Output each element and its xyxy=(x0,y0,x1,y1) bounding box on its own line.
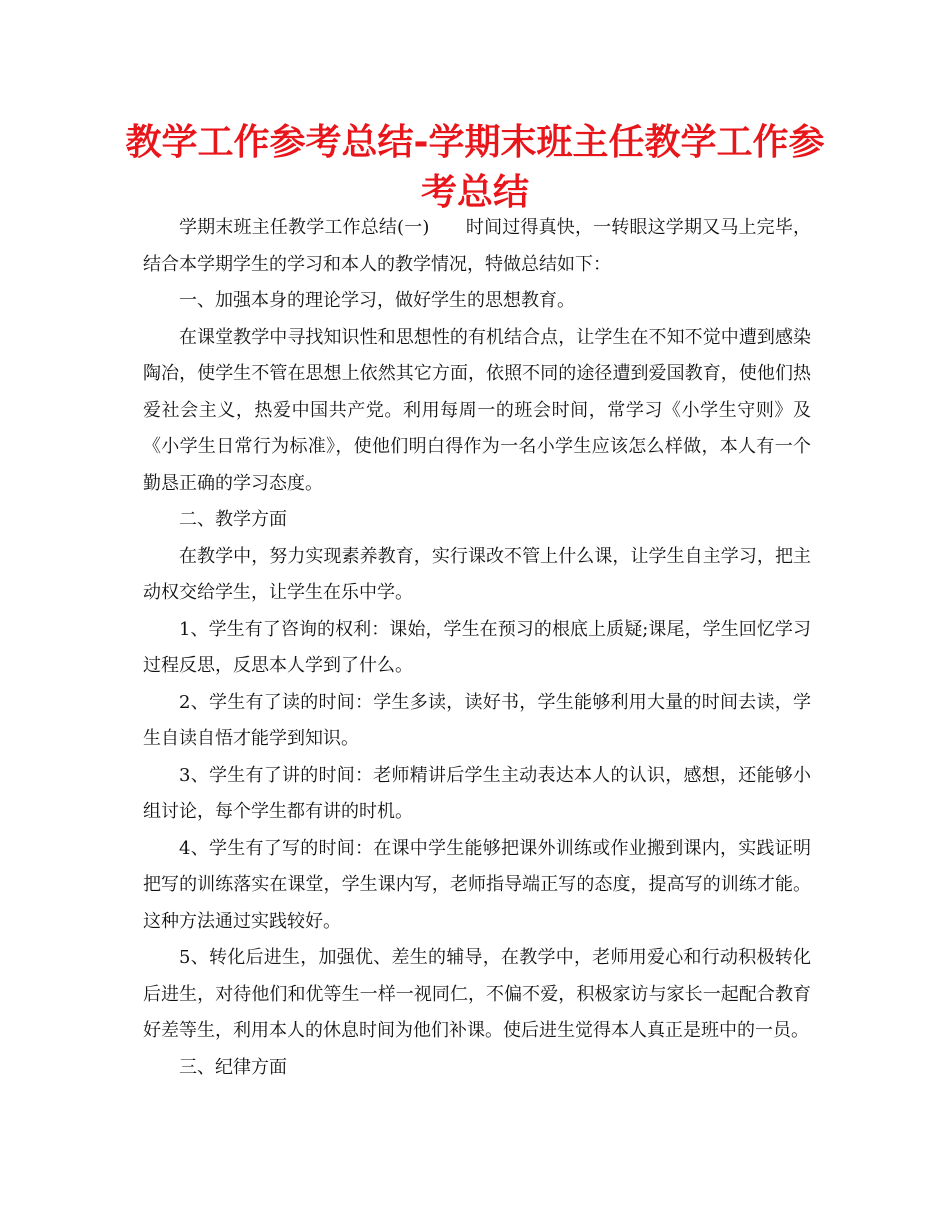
section-heading-discipline: 三、纪律方面 xyxy=(179,1056,287,1078)
section-heading-theory: 一、加强本身的理论学习，做好学生的思想教育。 xyxy=(179,290,575,311)
list-item-speak: 3、学生有了讲的时间：老师精讲后学生主动表达本人的认识，感想，还能够小组讨论，每个学生都有讲的时机。 xyxy=(143,764,811,822)
list-item-ask: 1、学生有了咨询的权利：课始，学生在预习的根底上质疑;课尾，学生回忆学习过程反思，反思本人学到了什么。 xyxy=(143,618,811,676)
paragraph-teaching: 在教学中，努力实现素养教育，实行课改不管上什么课，让学生自主学习，把主动权交给学生，让学生在乐中学。 xyxy=(143,545,811,603)
list-item-write: 4、学生有了写的时间：在课中学生能够把课外训练或作业搬到课内，实践证明把写的训练落实在课堂，学生课内写，老师指导端正写的态度，提高写的训练才能。这种方法通过实践较好。 xyxy=(143,837,811,932)
list-item-read: 2、学生有了读的时间：学生多读，读好书，学生能够利用大量的时间去读，学生自读自悟才能学到知识。 xyxy=(143,691,811,749)
document-title: 教学工作参考总结-学期末班主任教学工作参考总结 xyxy=(125,122,825,213)
list-item-students: 5、转化后进生，加强优、差生的辅导，在教学中，老师用爱心和行动积极转化后进生，对待他们和优等生一样一视同仁，不偏不爱，积极家访与家长一起配合教育好差等生，利用本人的休息时间为他们补课。使后进生觉得本人真正是班中的一员。 xyxy=(143,947,811,1041)
paragraph-intro: 学期末班主任教学工作总结(一) 时间过得真快，一转眼这学期又马上完毕，结合本学期学生的学习和本人的教学情况，特做总结如下： xyxy=(143,217,811,275)
section-heading-teaching: 二、教学方面 xyxy=(179,509,287,530)
document-body xyxy=(143,210,811,1086)
paragraph-theory: 在课堂教学中寻找知识性和思想性的有机结合点，让学生在不知不觉中遭到感染陶冶，使学生不管在思想上依然其它方面，依照不同的途径遭到爱国教育，使他们热爱社会主义，热爱中国共产党。利用每周一的班会时间，常学习《小学生守则》及《小学生日常行为标准》，使他们明白得作为一名小学生应该怎么样做，本人有一个勤恳正确的学习态度。 xyxy=(143,326,811,494)
